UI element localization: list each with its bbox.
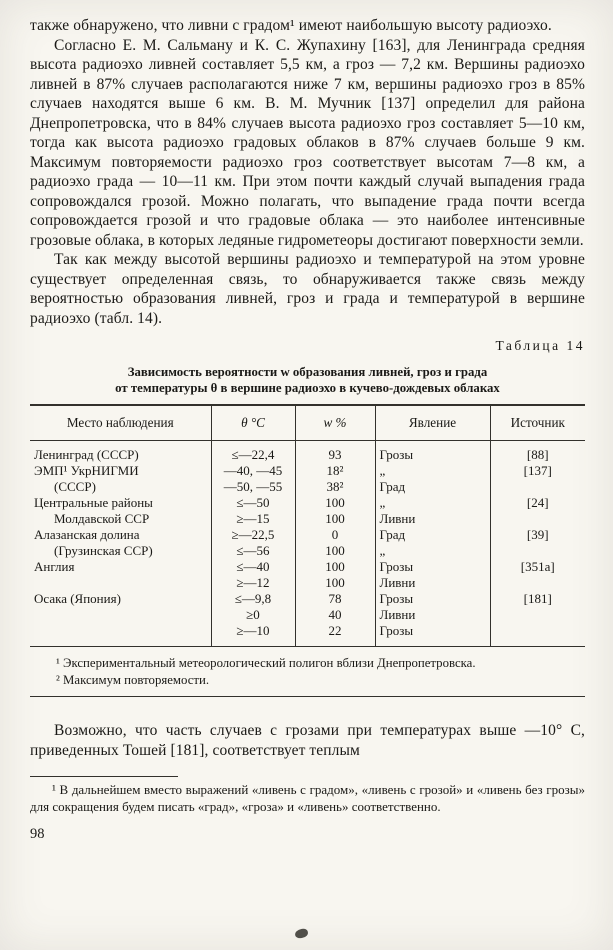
cell-w: 40 (295, 607, 375, 623)
paragraph-4: Возможно, что часть случаев с грозами при температурах выше —10° С, приведенных Тошей [181], соответствует теплым (30, 722, 585, 759)
cell-w: 100 (295, 511, 375, 527)
cell-source: [137] (490, 463, 585, 479)
cell-place: Алазанская долина (34, 527, 140, 542)
cell-phenomenon: Град (375, 479, 490, 495)
table-row (30, 607, 585, 623)
cell-w: 78 (295, 591, 375, 607)
radioecho-probability-table (30, 404, 585, 647)
cell-phenomenon: „ (375, 495, 490, 511)
cell-w: 18² (295, 463, 375, 479)
cell-theta: —40, —45 (211, 463, 295, 479)
cell-w: 100 (295, 575, 375, 591)
cell-theta: ≥—12 (211, 575, 295, 591)
bottom-footnote: ¹ В дальнейшем вместо выражений «ливень с градом», «ливень с грозой» и «ливень без грозы» для сокращения будем писать «град», «гроза» и «ливень» соответственно. (30, 782, 585, 814)
cell-source (490, 623, 585, 647)
cell-place: Ленинград (СССР) (34, 447, 139, 462)
cell-place: ЭМП¹ УкрНИГМИ (34, 463, 139, 478)
table-row (30, 479, 585, 495)
cell-w: 100 (295, 543, 375, 559)
table-row (30, 623, 585, 647)
header-cell-phenomenon: Явление (375, 405, 490, 441)
table-title-line-2: от температуры θ в вершине радиоэхо в кучево-дождевых облаках (115, 381, 500, 395)
table-footnote-1: ¹ Экспериментальный метеорологический полигон вблизи Днепропетровска. (56, 656, 476, 670)
cell-theta: ≤—40 (211, 559, 295, 575)
cell-source: [39] (490, 527, 585, 543)
cell-source: [351а] (490, 559, 585, 575)
cell-source: [181] (490, 591, 585, 607)
table-label: Таблица 14 (495, 338, 585, 353)
cell-phenomenon: Ливни (375, 607, 490, 623)
paragraph-1: также обнаружено, что ливни с градом¹ имеют наибольшую высоту радиоэхо. (30, 17, 552, 34)
cell-w: 100 (295, 495, 375, 511)
table-footnotes-rule (30, 696, 585, 697)
scan-artifact (294, 928, 308, 939)
cell-theta: ≥—15 (211, 511, 295, 527)
table-row (30, 527, 585, 543)
cell-w: 93 (295, 441, 375, 464)
cell-theta: ≥0 (211, 607, 295, 623)
table-header-row (30, 405, 585, 441)
cell-place (30, 607, 211, 623)
header-cell-source: Источник (490, 405, 585, 441)
table-footnotes (30, 655, 585, 689)
header-cell-w: w % (295, 405, 375, 441)
cell-theta: ≤—56 (211, 543, 295, 559)
cell-place: Центральные районы (34, 495, 153, 510)
cell-theta: ≤—9,8 (211, 591, 295, 607)
table-footnote-2: ² Максимум повторяемости. (56, 673, 210, 687)
cell-source (490, 575, 585, 591)
cell-place: Молдавской ССР (54, 511, 150, 526)
cell-phenomenon: Ливни (375, 575, 490, 591)
cell-source (490, 511, 585, 527)
paragraph-3: Так как между высотой вершины радиоэхо и температурой на этом уровне существует определенная связь, то обнаруживается также связь между вероятностью образования ливней, гроз и града и температурой в вершине радиоэхо (табл. 14). (30, 251, 585, 327)
header-cell-theta: θ °С (211, 405, 295, 441)
cell-place: (Грузинская ССР) (54, 543, 153, 558)
header-cell-place: Место наблюдения (30, 405, 211, 441)
cell-phenomenon: „ (375, 543, 490, 559)
cell-w: 0 (295, 527, 375, 543)
footnote-separator-rule (30, 776, 178, 777)
table-row (30, 543, 585, 559)
cell-w: 22 (295, 623, 375, 647)
cell-place: (СССР) (54, 479, 96, 494)
cell-theta: ≤—50 (211, 495, 295, 511)
page-number: 98 (30, 825, 45, 842)
cell-source: [24] (490, 495, 585, 511)
cell-phenomenon: Град (375, 527, 490, 543)
table-title-line-1: Зависимость вероятности w образования ливней, гроз и града (127, 365, 488, 379)
cell-phenomenon: Грозы (375, 441, 490, 464)
cell-w: 38² (295, 479, 375, 495)
table-row (30, 463, 585, 479)
table-row (30, 495, 585, 511)
table-row (30, 441, 585, 464)
cell-phenomenon: Грозы (375, 591, 490, 607)
table-row (30, 575, 585, 591)
table-row (30, 511, 585, 527)
cell-place: Осака (Япония) (34, 591, 121, 606)
cell-theta: ≥—10 (211, 623, 295, 647)
cell-source (490, 479, 585, 495)
cell-theta: —50, —55 (211, 479, 295, 495)
cell-source (490, 607, 585, 623)
table-title (30, 364, 585, 396)
cell-phenomenon: Ливни (375, 511, 490, 527)
cell-source: [88] (490, 441, 585, 464)
cell-phenomenon: „ (375, 463, 490, 479)
cell-place (30, 575, 211, 591)
table-row (30, 591, 585, 607)
cell-phenomenon: Грозы (375, 623, 490, 647)
cell-theta: ≤—22,4 (211, 441, 295, 464)
cell-phenomenon: Грозы (375, 559, 490, 575)
cell-place: Англия (34, 559, 75, 574)
cell-w: 100 (295, 559, 375, 575)
cell-source (490, 543, 585, 559)
cell-theta: ≥—22,5 (211, 527, 295, 543)
cell-place (30, 623, 211, 647)
paragraph-2: Согласно Е. М. Сальману и К. С. Жупахину [163], для Ленинграда средняя высота радиоэхо ливней составляет 5,5 км, а гроз — 7,2 км. Вершины радиоэхо ливней в 87% случаев располагаются ниже 7 км, вершины радиоэхо гроз в 85% случаев находятся выше 6 км. В. М. Мучник [137] определил для района Днепропетровска, что в 84% случаев высота радиоэхо гроз составляет 5—10 км, тогда как высота радиоэхо градовых облаков в 87% случаев больше 9 км. Максимум повторяемости радиоэхо гроз соответствует высотам 7—8 км, а радиоэхо града — 10—11 км. При этом почти каждый случай выпадения града сопровождался грозой. Можно полагать, что выпадение града почти всегда сопровождается грозой и что градовые облака — это наиболее интенсивные грозовые облака, в которых ледяные гидрометеоры достигают поверхности земли. (30, 36, 585, 249)
table-row (30, 559, 585, 575)
